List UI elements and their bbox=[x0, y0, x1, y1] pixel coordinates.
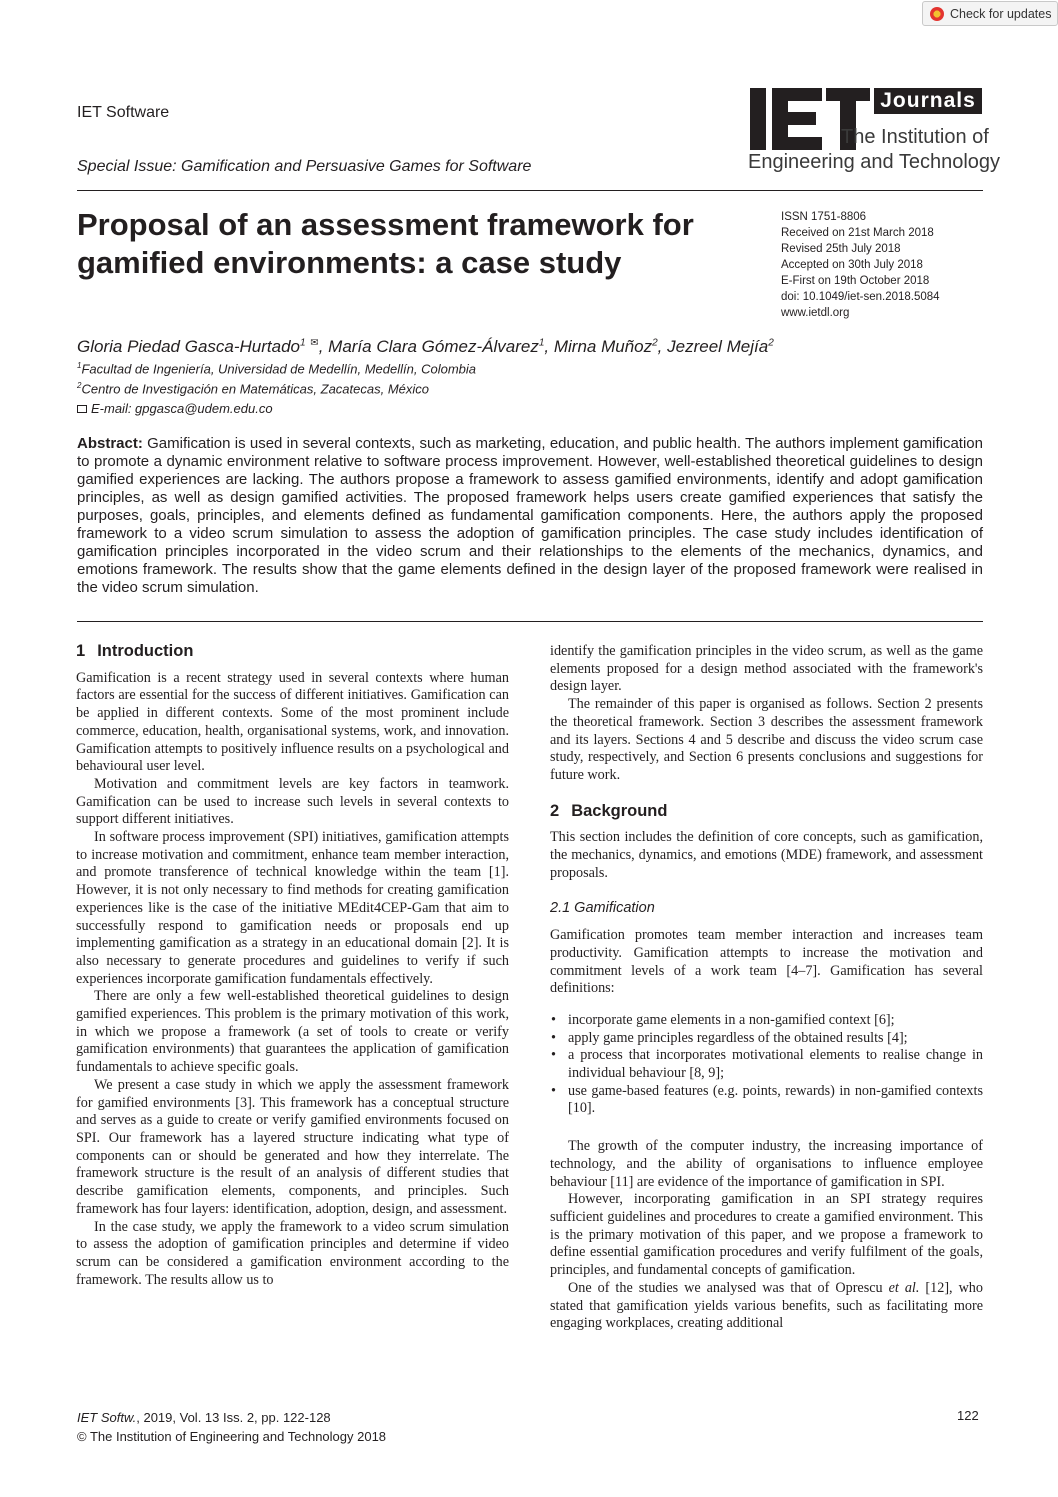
paragraph: identify the gamification principles in the video scrum, as well as the game elements proposed for a design method associated with the framework's design layer. bbox=[550, 643, 983, 695]
list-item: • incorporate game elements in a non-gamified context [6]; bbox=[550, 1012, 983, 1030]
footer-citation bbox=[77, 1408, 386, 1446]
abstract-text: Gamification is used in several contexts, such as marketing, education, and public health. The authors implement gamification to promote a dynamic environment relative to software process improvement. However, well-established theoretical guidelines to design gamified experiences are lacking. The authors propose a framework to assess gamified environments, identify and adopt gamification principles, as well as design gamified activities. The proposed framework helps users create gamified experiences that satisfy the purposes, goals, principles, and elements defined as fundamental gamification components. Here, the authors apply the proposed framework to a video scrum simulation to assess the adoption of gamification principles. The case study includes identification of gamification principles incorporated in the video scrum and their relationships to the elements of the mechanics, dynamics, and emotions framework. The results show that the game elements defined in the design layer of the proposed framework were realised in the video scrum simulation. bbox=[77, 435, 983, 596]
section-title: Introduction bbox=[97, 642, 194, 660]
affiliation-2 bbox=[77, 381, 429, 396]
received-date: Received on 21st March 2018 bbox=[781, 227, 934, 239]
corresponding-author-envelope-icon: ✉ bbox=[310, 337, 319, 349]
corresponding-email bbox=[77, 401, 273, 416]
envelope-icon bbox=[77, 405, 87, 413]
citation-details: , 2019, Vol. 13 Iss. 2, pp. 122-128 bbox=[136, 1410, 331, 1425]
website-link[interactable]: www.ietdl.org bbox=[781, 307, 850, 319]
affiliation-marker: 1 bbox=[300, 337, 306, 349]
affiliation-text: Facultad de Ingeniería, Universidad de Medellín, Medellín, Colombia bbox=[81, 361, 477, 377]
abstract bbox=[77, 435, 983, 597]
section-heading-introduction bbox=[76, 643, 509, 661]
affiliation-marker: 2 bbox=[77, 381, 82, 390]
affiliation-text: Centro de Investigación en Matemáticas, Zacatecas, México bbox=[81, 381, 430, 397]
iet-logo bbox=[746, 86, 1001, 178]
paragraph: We present a case study in which we apply the assessment framework for gamified environments [3]. This framework has a conceptual structure and serves as a guide to create or verify gamified environments focused on SPI. Our framework has a layered structure indicating what type of components can or should be generated and how they interrelate. The framework structure is the result of an analysis of different studies that describe gamification elements, components, and principles. Such framework has four layers: identification, adoption, design, and assessment. bbox=[76, 1076, 509, 1217]
paragraph: The remainder of this paper is organised as follows. Section 2 presents the theoretical framework. Section 3 describes the assessment framework and its layers. Sections 4 and 5 describe and discuss the video scrum case study, respectively, and Section 6 presents conclusions and suggestions for future work. bbox=[550, 696, 983, 783]
copyright: © The Institution of Engineering and Technology 2018 bbox=[77, 1429, 387, 1444]
abstract-divider bbox=[77, 621, 983, 622]
subsection-heading-gamification: 2.1 Gamification bbox=[550, 900, 655, 917]
check-for-updates-label: Check for updates bbox=[950, 6, 1052, 21]
section-number: 1 bbox=[76, 642, 86, 660]
author-name: Jezreel Mejía bbox=[667, 337, 769, 356]
citation-line bbox=[77, 1408, 386, 1427]
logo-text-line2: Engineering and Technology bbox=[748, 151, 1001, 173]
affiliation-marker: 2 bbox=[768, 337, 774, 349]
section-heading-background bbox=[550, 803, 983, 821]
text-run-italic: et al. bbox=[888, 1279, 920, 1296]
special-issue-line: Special Issue: Gamification and Persuasive Games for Software bbox=[77, 158, 532, 175]
check-for-updates-button[interactable] bbox=[922, 1, 1058, 26]
affiliation-marker: 2 bbox=[652, 337, 658, 349]
email-text[interactable]: E-mail: gpgasca@udem.edu.co bbox=[91, 401, 273, 416]
affiliation-1 bbox=[77, 361, 476, 376]
paragraph bbox=[550, 1280, 983, 1333]
affiliation-marker: 1 bbox=[538, 337, 545, 349]
header-divider bbox=[77, 190, 983, 191]
paragraph: Gamification is a recent strategy used in several contexts where human factors are essential for the success of different initiatives. Gamification can be applied in different contexts. Some of the most prominent include commerce, education, health, organisational systems, work, and innovation. Gamification attempts to positively influence results on a psychological and behavioural user level. bbox=[76, 669, 509, 775]
left-column bbox=[76, 643, 509, 1289]
crossmark-icon bbox=[930, 7, 944, 21]
logo-text-line1: The Institution of bbox=[841, 126, 989, 148]
paragraph: The growth of the computer industry, the increasing importance of technology, and the ability of organisations to influence employee behaviour [11] are evidence of the importance of gamification in SPI. bbox=[550, 1138, 983, 1190]
journal-name: IET Software bbox=[77, 104, 170, 121]
accepted-date: Accepted on 30th July 2018 bbox=[781, 259, 923, 271]
author-name: Mirna Muñoz bbox=[553, 337, 653, 356]
article-metadata bbox=[781, 209, 940, 321]
section-number: 2 bbox=[550, 801, 560, 820]
author-name: Gloria Piedad Gasca-Hurtado bbox=[77, 337, 301, 356]
list-item: • a process that incorporates motivational elements to realise change in individual behaviour [8, 9]; bbox=[550, 1047, 983, 1082]
list-item: • use game-based features (e.g. points, rewards) in non-gamified contexts [10]. bbox=[550, 1083, 983, 1118]
paragraph: In software process improvement (SPI) initiatives, gamification attempts to increase motivation and commitment, enhance team member interaction, and promote transference of technical knowledge within the team [1]. However, it is not only necessary to find methods for creating gamification experiences like is the case of the initiative MEdit4CEP-Gam that aim to successfully respond to gamification needs or proposals end up implementing gamification as a strategy in an educational domain [2]. It is also necessary to generate procedures and guidelines to verify if such experiences incorporate gamification fundamentals effectively. bbox=[76, 829, 509, 987]
doi: doi: 10.1049/iet-sen.2018.5084 bbox=[781, 291, 940, 303]
paragraph: Gamification promotes team member interaction and increases team productivity. Gamification attempts to increase the motivation and commitment levels of a work team [4–7]. Gamification has several definitions: bbox=[550, 927, 983, 997]
definition-list bbox=[550, 1012, 983, 1118]
section-title: Background bbox=[571, 801, 668, 820]
text-run: One of the studies we analysed was that of Oprescu bbox=[568, 1279, 889, 1296]
text-run: [12], who stated that gamification yields various benefits, such as facilitating more engaging workplaces, creating additional bbox=[550, 1279, 983, 1332]
journals-badge: Journals bbox=[874, 88, 982, 114]
paragraph: Motivation and commitment levels are key factors in teamwork. Gamification can be used to increase such levels in several contexts to support different initiatives. bbox=[76, 775, 509, 828]
right-column bbox=[550, 643, 983, 1333]
paragraph: However, incorporating gamification in an SPI strategy requires sufficient guidelines and procedures to create a gamified environment. This is the primary motivation of this paper, and we propose a framework to define essential gamification procedures and verify fulfilment of the goals, principles, and fundamental concepts of gamification. bbox=[550, 1191, 983, 1279]
author-list: Gloria Piedad Gasca-Hurtado$^1$ ✉, María Clara Gómez-Álvarez$^1$, Mirna Muñoz$^2$, Jezreel Mejía$^2$ bbox=[77, 337, 774, 356]
affiliation-marker: 1 bbox=[77, 361, 82, 370]
e-first-date: E-First on 19th October 2018 bbox=[781, 275, 930, 287]
paragraph: In the case study, we apply the framework to a video scrum simulation to assess the adoption of gamification principles and determine if video scrum can be considered a gamification environment according to the framework. The results allow us to bbox=[76, 1218, 509, 1288]
abstract-label: Abstract: bbox=[77, 435, 143, 452]
issn: ISSN 1751-8806 bbox=[781, 211, 867, 223]
paragraph: This section includes the definition of core concepts, such as gamification, the mechanics, dynamics, and emotions (MDE) framework, and assessment proposals. bbox=[550, 829, 983, 881]
journal-abbreviation: IET Softw. bbox=[77, 1410, 137, 1425]
paper-title: Proposal of an assessment framework for gamified environments: a case study bbox=[77, 207, 694, 280]
revised-date: Revised 25th July 2018 bbox=[781, 243, 901, 255]
list-item: • apply game principles regardless of the obtained results [4]; bbox=[550, 1030, 983, 1048]
page-number: 122 bbox=[957, 1408, 979, 1423]
author-name: María Clara Gómez-Álvarez bbox=[328, 337, 539, 356]
paragraph: There are only a few well-established theoretical guidelines to design gamified experiences. This problem is the primary motivation of this work, in which we propose a framework (a set of tools to create or verify gamification environments) that guarantees the application of gamification fundamentals to achieve specific goals. bbox=[76, 988, 509, 1076]
